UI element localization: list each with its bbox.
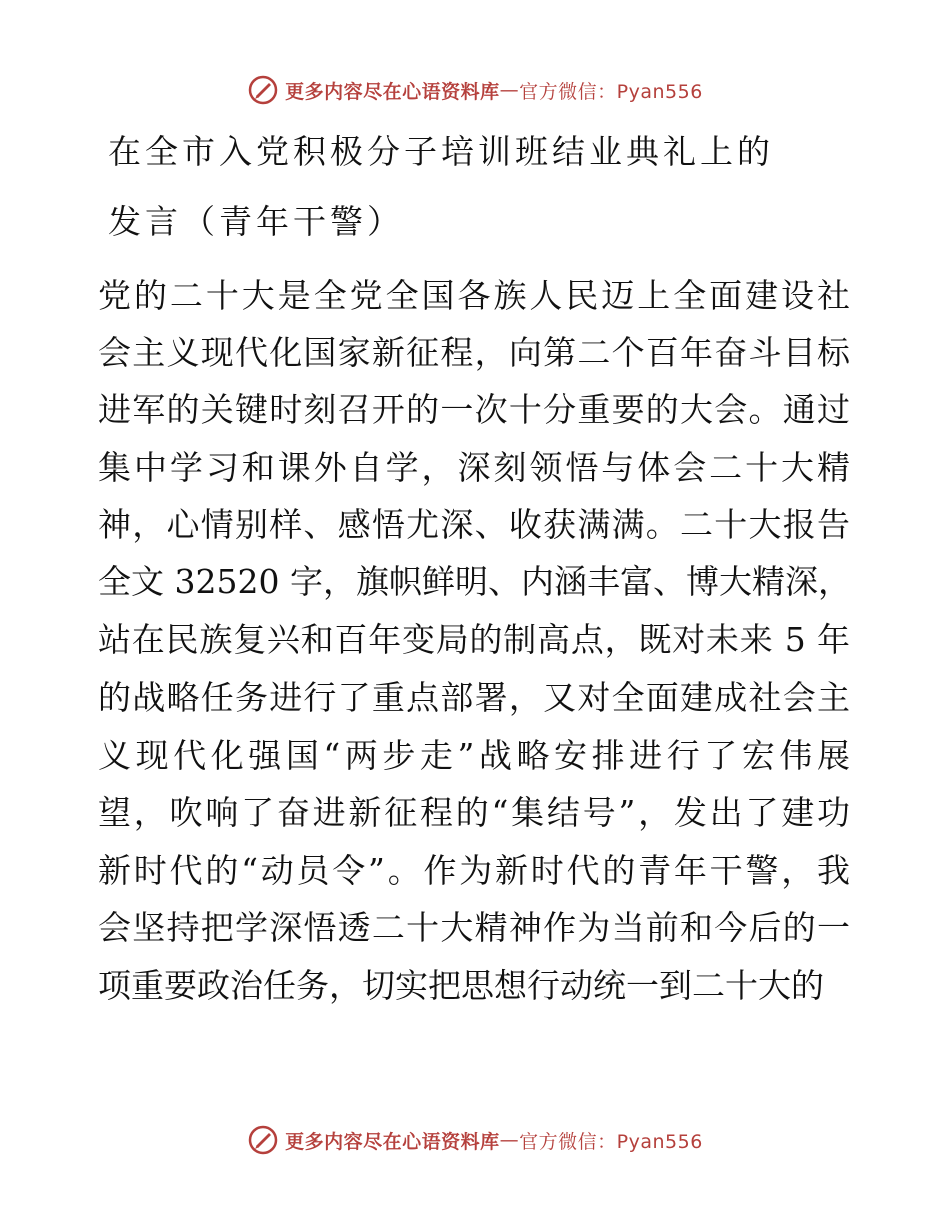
body-line: 集中学习和课外自学，深刻领悟与体会二十大精 (98, 448, 850, 487)
body-line: 站在民族复兴和百年变局的制高点，既对未来 5 年 (98, 620, 850, 659)
watermark-header (0, 70, 950, 110)
body-line: 望，吹响了奋进新征程的“集结号”，发出了建功 (98, 793, 850, 832)
watermark-wechat-text: 官方微信：Pyan556 (519, 1130, 703, 1153)
watermark-dash: — (499, 79, 520, 101)
document-title-line-2: 发言（青年干警） (108, 202, 404, 241)
brand-logo-icon (247, 1124, 279, 1156)
body-line: 会主义现代化国家新征程，向第二个百年奋斗目标 (98, 333, 850, 372)
watermark-wechat-text: 官方微信：Pyan556 (519, 80, 703, 103)
body-line: 义现代化强国“两步走”战略安排进行了宏伟展 (98, 736, 850, 775)
body-line: 会坚持把学深悟透二十大精神作为当前和今后的一 (98, 908, 850, 947)
document-title-line-1: 在全市入党积极分子培训班结业典礼上的 (108, 132, 774, 171)
watermark-main-text: 更多内容尽在心语资料库 (285, 1130, 500, 1153)
watermark-footer (0, 1120, 950, 1160)
body-line: 进军的关键时刻召开的一次十分重要的大会。通过 (98, 390, 850, 429)
body-line: 全文 32520 字，旗帜鲜明、内涵丰富、博大精深， (98, 562, 851, 601)
body-line: 项重要政治任务，切实把思想行动统一到二十大的 (98, 966, 824, 1005)
body-line: 神，心情别样、感悟尤深、收获满满。二十大报告 (98, 505, 850, 544)
brand-logo-icon (247, 74, 279, 106)
watermark-dash: — (499, 1129, 520, 1151)
watermark-main-text: 更多内容尽在心语资料库 (285, 80, 500, 103)
body-line: 的战略任务进行了重点部署，又对全面建成社会主 (98, 678, 850, 717)
body-line: 新时代的“动员令”。作为新时代的青年干警，我 (98, 851, 850, 890)
body-line: 党的二十大是全党全国各族人民迈上全面建设社 (98, 276, 850, 315)
